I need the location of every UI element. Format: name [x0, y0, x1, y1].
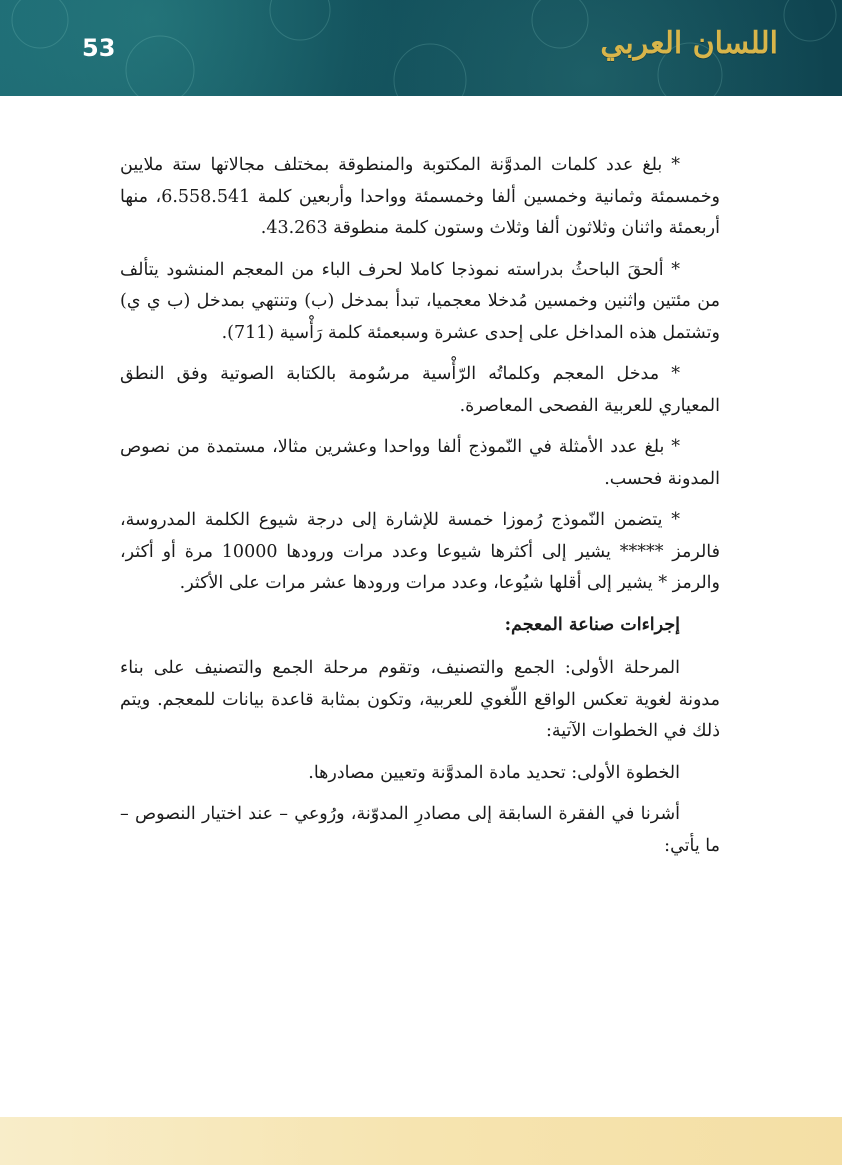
article-body [120, 150, 720, 872]
page-number: 53 [82, 34, 116, 62]
section-heading: إجراءات صناعة المعجم: [504, 614, 680, 635]
paragraph-examples-count: * بلغ عدد الأمثلة في النّموذج ألفا وواحدا وعشرين مثالا، مستمدة من نصوص المدونة فحسب. [120, 437, 720, 489]
paragraph-phonetic-notation: * مدخل المعجم وكلماتُه الرّأْسية مرسُومة بالكتابة الصوتية وفق النطق المعياري للعربية الفصحى المعاصرة. [120, 364, 720, 416]
paragraph-corpus-size: * بلغ عدد كلمات المدوَّنة المكتوبة والمنطوقة بمختلف مجالاتها ستة ملايين وخمسمئة وثمانية وخمسين ألفا وخمسمئة وواحدا وأربعين كلمة 6.558.541، منها أربعمئة واثنان وثلاثون ألفا وثلاث وستون كلمة منطوقة 43.263. [120, 155, 720, 238]
page-header [0, 0, 842, 96]
paragraph-step-one: الخطوة الأولى: تحديد مادة المدوَّنة وتعيين مصادرها. [308, 762, 680, 783]
paragraph-frequency-symbols: * يتضمن النّموذج رُموزا خمسة للإشارة إلى درجة شيوع الكلمة المدروسة، فالرمز ***** يشير إلى أكثرها شيوعا وعدد مرات ورودها 10000 مرة أو أكثر، والرمز * يشير إلى أقلها شيُوعا، وعدد مرات ورودها عشر مرات على الأكثر. [120, 510, 721, 593]
page-footer-band [0, 1117, 842, 1165]
paragraph-sample-entry: * ألحقَ الباحثُ بدراسته نموذجا كاملا لحرف الباء من المعجم المنشود يتألف من مئتين واثنين وخمسين مُدخلا معجميا، تبدأ بمدخل (ب) وتنتهي بمدخل (ب ي ي) وتشتمل هذه المداخل على إحدى عشرة وسبعمئة كلمة رَأْسية (711). [120, 259, 720, 343]
paragraph-text-selection: أشرنا في الفقرة السابقة إلى مصادرِ المدوّنة، ورُوعي – عند اختيار النصوص – ما يأتي: [120, 804, 720, 856]
paragraph-stage-one: المرحلة الأولى: الجمع والتصنيف، وتقوم مرحلة الجمع والتصنيف على بناء مدونة لغوية تعكس الواقع اللّغوي للعربية، وتكون بمثابة قاعدة بيانات للمعجم. ويتم ذلك في الخطوات الآتية: [120, 658, 720, 741]
journal-logo: اللسان العربي [600, 26, 778, 61]
